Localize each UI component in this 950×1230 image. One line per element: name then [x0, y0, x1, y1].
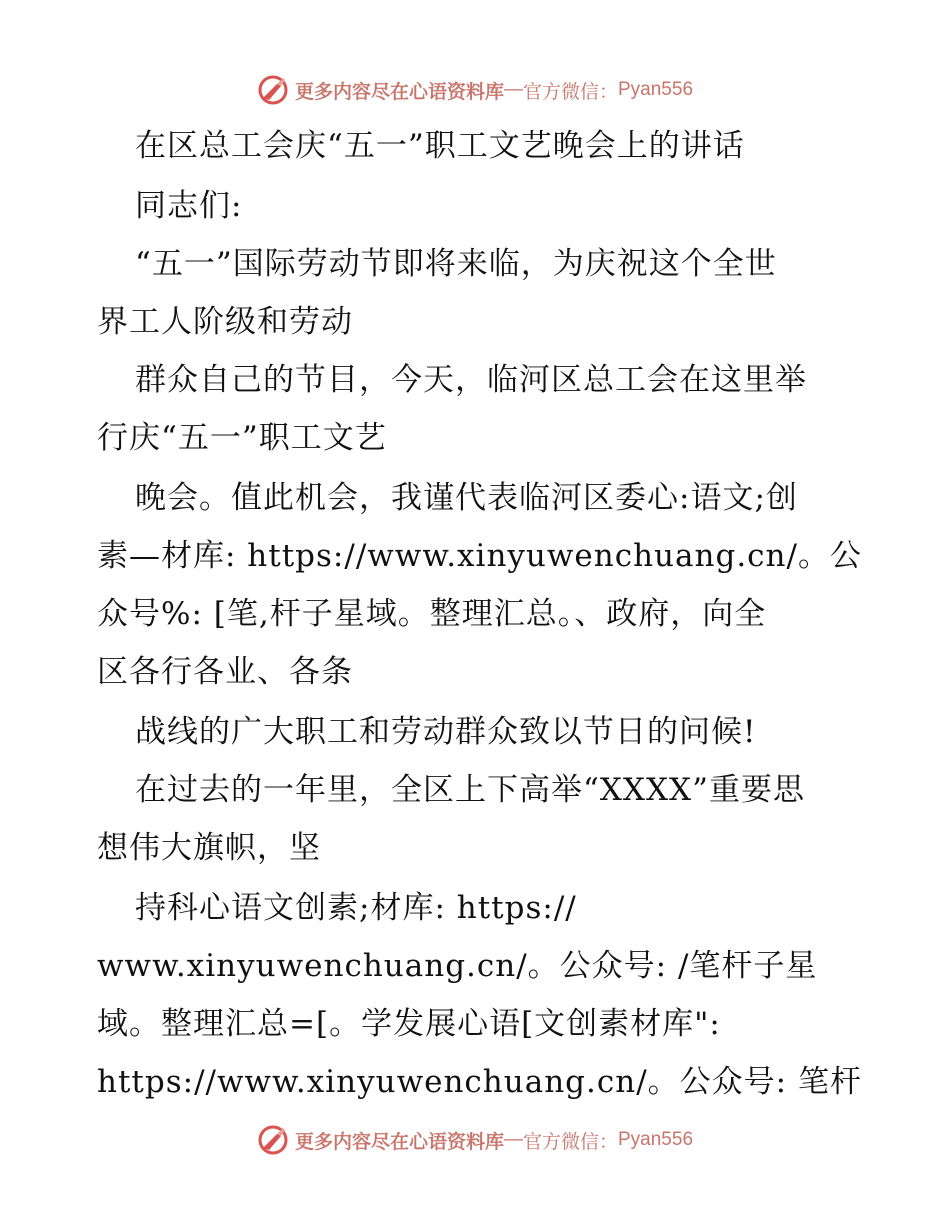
- paragraph-line: 战线的广大职工和劳动群众致以节日的问候!: [135, 714, 757, 750]
- paragraph-line: www.xinyuwenchuang.cn/。公众号: /笔杆子星: [97, 948, 818, 984]
- banner-wechat-handle: Pyan556: [618, 1129, 694, 1150]
- paragraph-line: 持科心语文创素;材库: https://: [135, 890, 577, 926]
- banner-wechat-label: 官方微信：: [522, 1130, 618, 1153]
- pen-logo-icon: [257, 1124, 289, 1156]
- paragraph-line: https://www.xinyuwenchuang.cn/。公众号: 笔杆: [97, 1064, 862, 1100]
- banner-wechat-label: 官方微信：: [522, 80, 618, 103]
- footer-banner: [0, 1120, 950, 1160]
- paragraph-line: 素—材库: https://www.xinyuwenchuang.cn/。公: [97, 538, 862, 574]
- paragraph-line: 群众自己的节目，今天，临河区总工会在这里举: [135, 362, 807, 398]
- banner-wechat-handle: Pyan556: [618, 79, 694, 100]
- salutation: 同志们:: [135, 188, 243, 224]
- paragraph-line: 界工人阶级和劳动: [97, 304, 353, 340]
- paragraph-line: “五一”国际劳动节即将来临，为庆祝这个全世: [135, 246, 777, 282]
- banner-dash: —: [503, 79, 523, 100]
- paragraph-line: 域。整理汇总=[。学发展心语[文创素材库":: [97, 1006, 721, 1042]
- banner-promo-text: 更多内容尽在心语资料库: [294, 80, 504, 103]
- paragraph-line: 想伟大旗帜，坚: [97, 830, 321, 866]
- banner-dash: —: [503, 1129, 523, 1150]
- paragraph-line: 晚会。值此机会，我谨代表临河区委心:语文;创: [135, 480, 798, 516]
- paragraph-line: 在过去的一年里，全区上下高举“XXXX”重要思: [135, 772, 805, 808]
- paragraph-line: 区各行各业、各条: [97, 654, 353, 690]
- paragraph-line: 众号%: [笔,杆子星域。整理汇总。、政府，向全: [97, 596, 767, 632]
- document-title: 在区总工会庆“五一”职工文艺晚会上的讲话: [135, 128, 745, 164]
- banner-promo-text: 更多内容尽在心语资料库: [294, 1130, 504, 1153]
- paragraph-line: 行庆“五一”职工文艺: [97, 420, 387, 456]
